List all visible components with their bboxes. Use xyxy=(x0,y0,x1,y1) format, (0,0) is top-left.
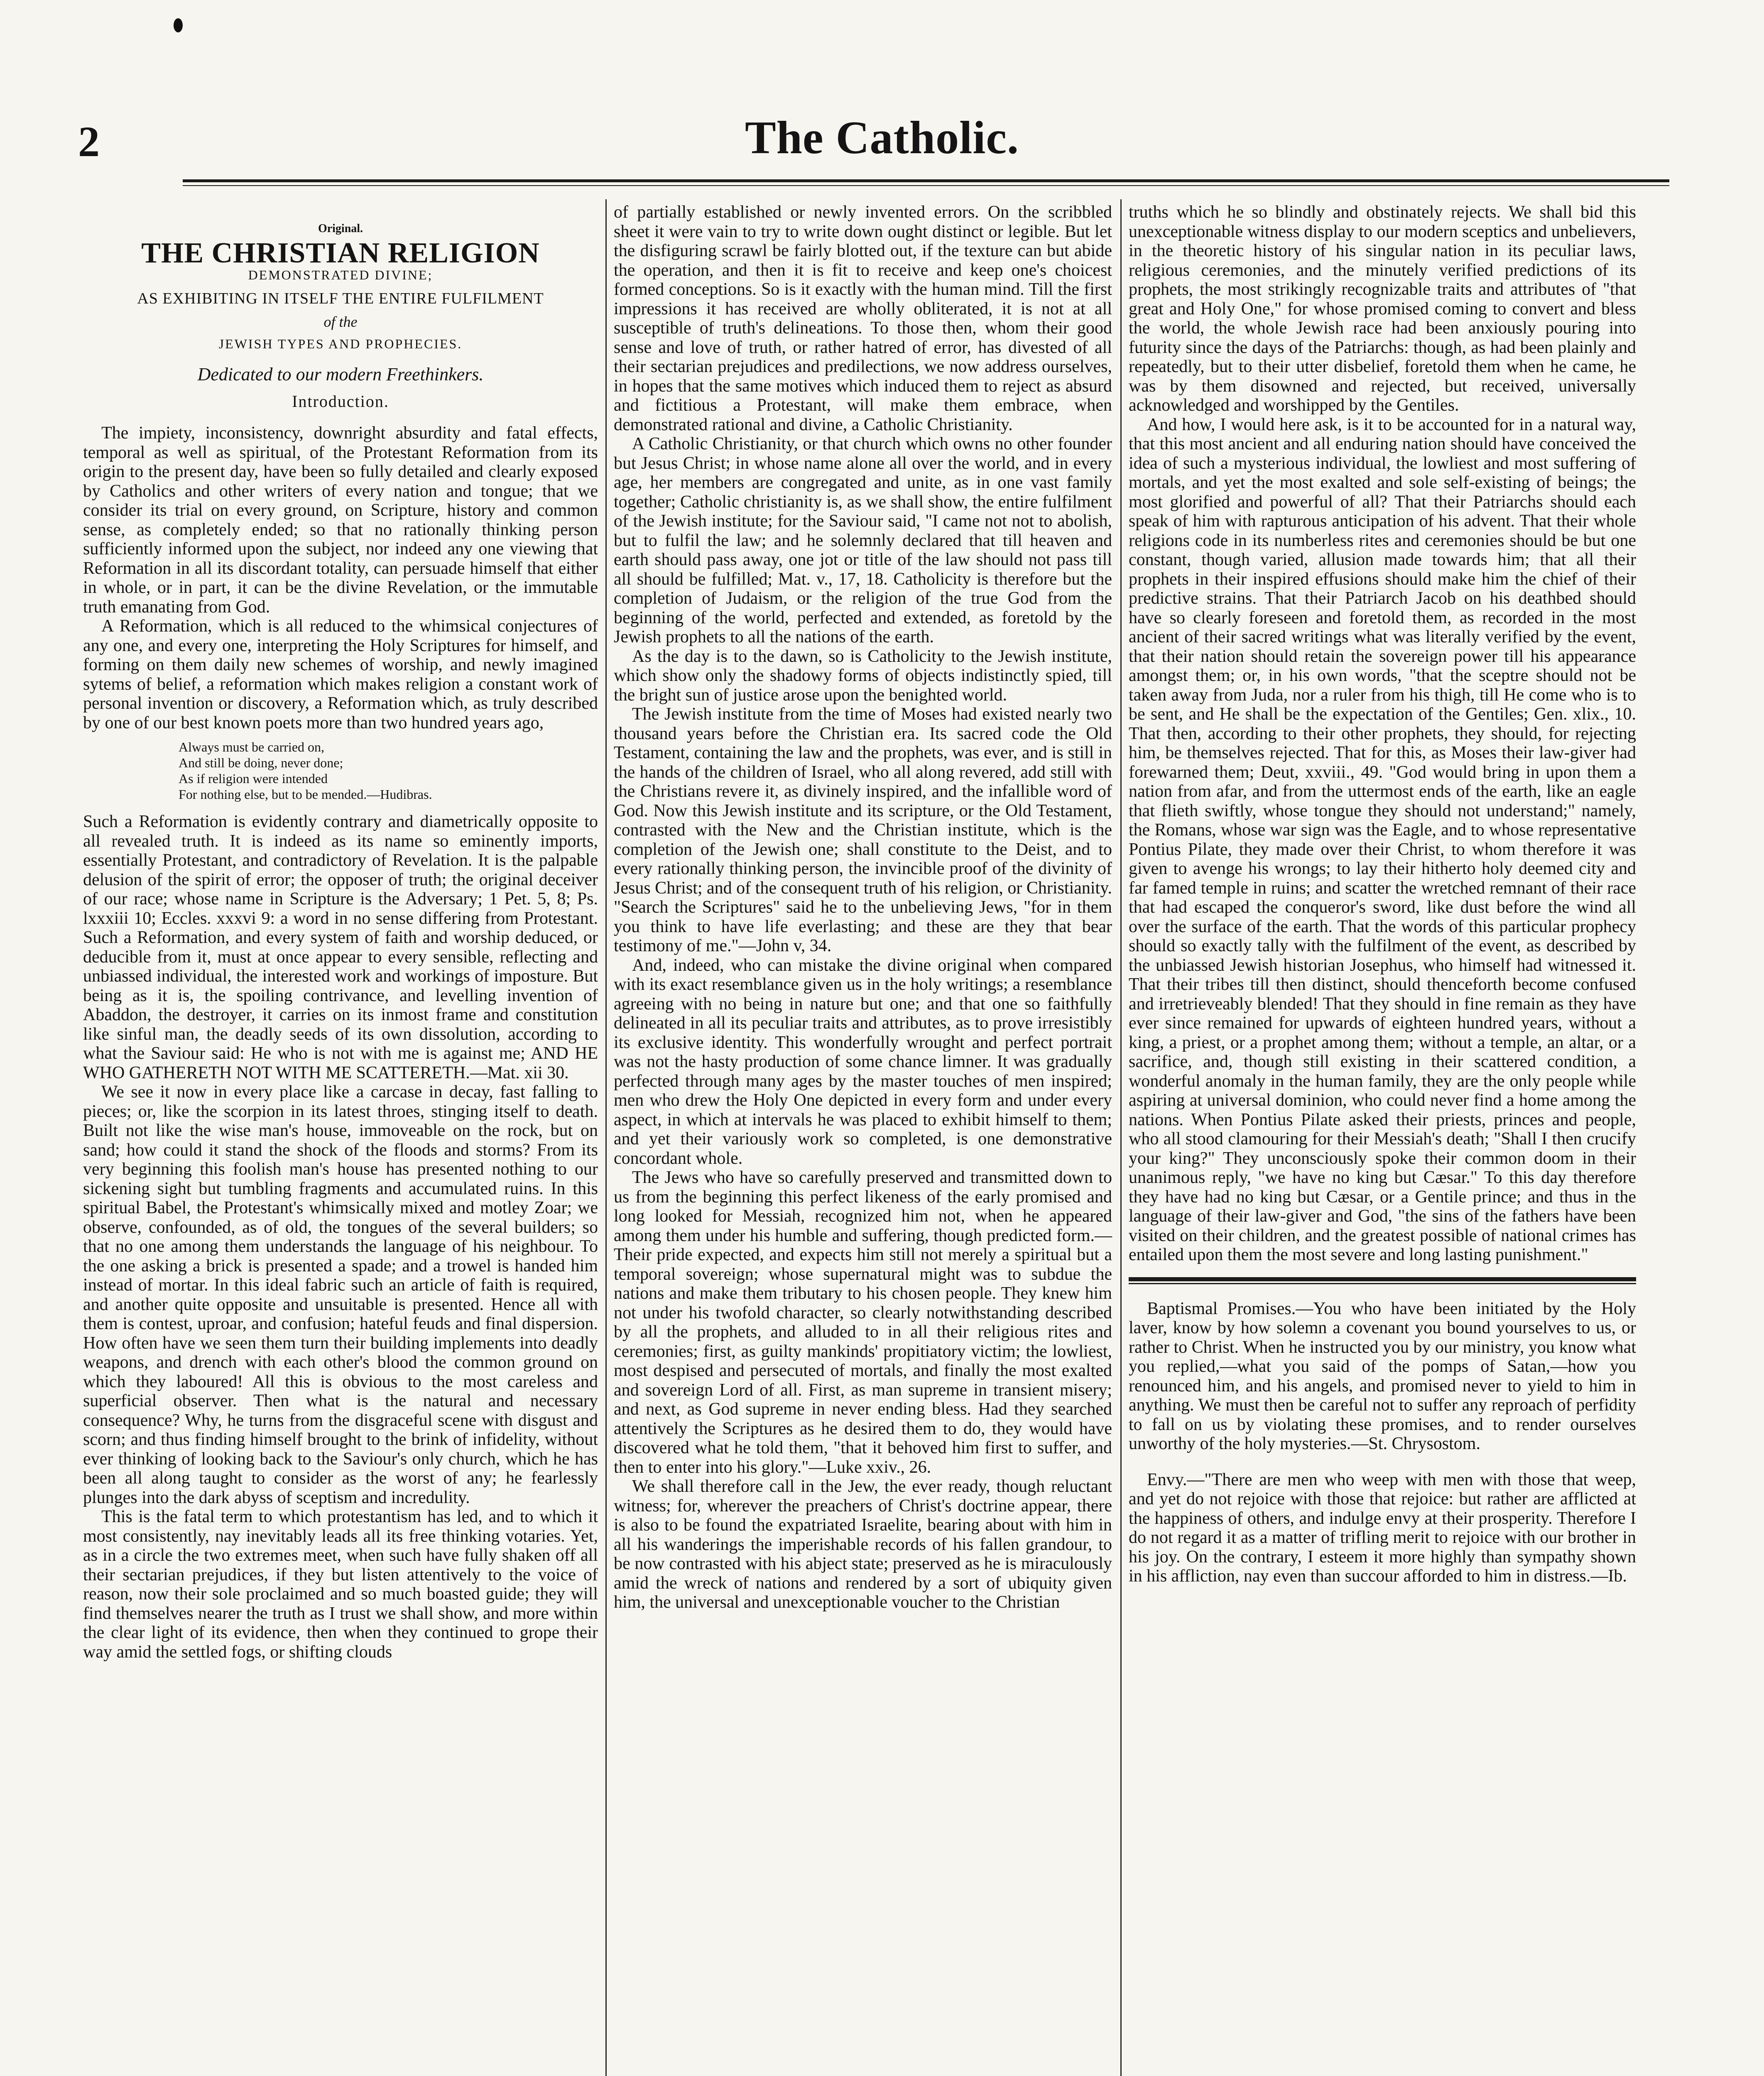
verse-line: Always must be carried on, xyxy=(179,739,325,754)
paragraph: As the day is to the dawn, so is Catholicity to the Jewish institute, which show only the shadowy forms of objects indistinctly spied, till the bright sun of justice arose upon the benighted world. xyxy=(614,646,1112,705)
paragraph: And how, I would here ask, is it to be accounted for in a natural way, that this most ancient and all enduring nation should have conceived the idea of such a mysterious individual, the lowliest and most suffering of mortals, and yet the most exalted and sole self-existing of beings; the most glorified and powerful of all? That their Patriarchs should each speak of him with rapturous anticipation of his advent. That their whole religions code in its numberless rites and ceremonies should be but one constant, though varied, allusion made towards him; that all their prophets in their inspired effusions should make him the chief of their predictive strains. That their Patriarch Jacob on his deathbed should have so clearly foreseen and foretold them, as recorded in the most ancient of their sacred writings what was literally verified by the event, that their nation should retain the sovereign power till his appearance amongst them; or, in his own words, "that the sceptre should not be taken away from Juda, nor a ruler from his thigh, till He come who is to be sent, and He shall be the expectation of the Gentiles; Gen. xlix., 10. That then, according to their other prophets, they should, for rejecting him, be themselves rejected. That for this, as Moses their law-giver had forewarned them; Deut, xxviii., 49. "God would bring in upon them a nation from afar, and from the uttermost ends of the earth, like an eagle that flieth swiftly, whose tongue they should not understand;" namely, the Romans, whose war sign was the Eagle, and to whose representative Pontius Pilate, they made over their Christ, to whom therefore it was given to avenge his wrongs; to lay their hitherto holy deemed city and far famed temple in ruins; and scatter the wretched remnant of their race that had escaped the conqueror's sword, like dust before the wind all over the surface of the earth. That the words of this particular prophecy should so exactly tally with the fulfilment of the event, as described by the unbiassed Jewish historian Josephus, who himself had witnessed it. That their tribes till then distinct, should thenceforth become confused and irretrieveably blended! That they should in fine remain as they have ever since remained for upwards of eighteen hundred years, without a king, a priest, or a prophet among them; without a temple, an altar, or a sacrifice, and, though still existing in their scattered condition, a wonderful anomaly in the human family, they are the only people while aspiring at universal dominion, who could never find a home among the nations. When Pontius Pilate asked their priests, princes and people, who all stood clamouring for their Messiah's death; "Shall I then crucify your king?" They unconsciously spoke their common doom in their unanimous reply, "we have no king but Cæsar." To this day therefore they have had no king but Cæsar, or a Gentile prince; and thus in the language of their law-giver and God, "the sins of the fathers have been visited on their children, and the greatest possible of national crimes has entailed upon them the most severe and long lasting punishment." xyxy=(1129,415,1636,1264)
paragraph: The Jews who have so carefully preserved and transmitted down to us from the beginning this perfect likeness of the early promised and long looked for Messiah, recognized him not, when he appeared among them under his humble and suffering, though predicted form.—Their pride expected, and expects him still not merely a spiritual but a temporal sovereign; whose supernatural might was to subdue the nations and make them tributary to his chosen people. They knew him not under his twofold character, so clearly notwithstanding described by all the prophets, and alluded to in all their religious rites and ceremonies; first, as guilty mankinds' propitiatory victim; the lowliest, most despised and persecuted of mortals, and finally the most exalted and sovereign Lord of all. First, as man supreme in transient misery; and next, as God supreme in never ending bless. Had they searched attentively the Scriptures as he desired them to do, they would have discovered what he told them, "that it behoved him first to suffer, and then to enter into his glory."—Luke xxiv., 26. xyxy=(614,1168,1112,1477)
verse-quote xyxy=(179,739,598,802)
note-baptismal-promises: Baptismal Promises.—You who have been initiated by the Holy laver, know by how solemn a covenant you bound yourselves to us, or rather to Christ. When he instructed you by our ministry, you know what you replied,—what you said of the pomps of Satan,—how you renounced him, and his angels, and promised never to yield to him in anything. We must then be careful not to suffer any reproach of perfidity to fall on us by violating these promises, and to render ourselves unworthy of the holy mysteries.—St. Chrysostom. xyxy=(1129,1299,1636,1453)
header-rule xyxy=(183,179,1669,182)
article-title: THE CHRISTIAN RELIGION xyxy=(141,237,540,269)
paragraph: Such a Reformation is evidently contrary and diametrically opposite to all revealed truth. It is indeed as its name so eminently imports, essentially Protestant, and contradictory of Revelation. It is the palpable delusion of the spirit of error; the opposer of truth; the original deceiver of our race; whose name in Scripture is the Adversary; 1 Pet. 5, 8; Ps. lxxxiii 10; Eccles. xxxvi 9: a word in no sense differing from Protestant. Such a Reformation, and every system of faith and worship deduced, or deducible from it, must at once appear to every sensible, reflecting and unbiassed individual, the interested work and workings of imposture. But being as it is, the spoiling contrivance, and levelling invention of Abaddon, the destroyer, it carries on its inmost frame and constitution like sinful man, the deadly seeds of its own dissolution, according to what the Saviour said: He who is not with me is against me; AND HE WHO GATHERETH NOT WITH ME SCATTERETH.—Mat. xii 30. xyxy=(83,812,598,1082)
section-separator-thin xyxy=(1129,1283,1636,1284)
article-subtitle-of-the: of the xyxy=(323,313,358,330)
paragraph: The impiety, inconsistency, downright absurdity and fatal effects, temporal as well as spiritual, of the Protestant Reformation from its origin to the present day, have been so fully detailed and clearly exposed by Catholics and other writers of every nation and tongue; that we consider its trial on every ground, on Scripture, history and common sense, as completely ended; so that no rationally thinking person sufficiently informed upon the subject, nor indeed any one viewing that Reformation in all its discordant totality, can persuade himself that either in whole, or in part, it can be the divine Revelation, or the immutable truth emanating from God. xyxy=(83,424,598,617)
note-envy: Envy.—"There are men who weep with men with those that weep, and yet do not rejoice with those that rejoice: but rather are afflicted at the happiness of others, and indulge envy at their prosperity. Therefore I do not regard it as a matter of trifling merit to rejoice with our brother in his joy. On the contrary, I esteem it more highly than sympathy shown in his affliction, nay even than succour afforded to him in distress.—Ib. xyxy=(1129,1470,1636,1586)
paragraph: And, indeed, who can mistake the divine original when compared with its exact resemblance given us in the holy writings; a resemblance agreeing with no being in nature but one; and that one so faithfully delineated in all its peculiar traits and attributes, as to prove irresistibly its exclusive identity. This wonderfully wrought and perfect portrait was not the hasty production of some chance limner. It was gradually perfected through many ages by the master touches of men inspired; men who drew the Holy One depicted in every form and under every aspect, in which at intervals he was placed to exhibit himself to them; and yet their variously work so completed, is one demonstrative concordant whole. xyxy=(614,955,1112,1168)
source-label: Original. xyxy=(318,222,363,235)
paragraph: The Jewish institute from the time of Moses had existed nearly two thousand years before the Christian era. Its sacred code the Old Testament, containing the law and the prophets, was ever, and is still in the hands of the children of Israel, who all along revered, add still with the Christians revere it, as divinely inspired, and the infallible word of God. Now this Jewish institute and its scripture, or the Old Testament, contrasted with the New and the Christian institute, which is the completion of the Jewish one; shall constitute to the Deist, and to every rationally thinking person, the invincible proof of the divinity of Jesus Christ; and of the consequent truth of his religion, or Christianity. "Search the Scriptures" said he to the unbelieving Jews, "for in them you think to have life everlasting; and these are they that bear testimony of me."—John v, 34. xyxy=(614,705,1112,955)
paragraph: truths which he so blindly and obstinately rejects. We shall bid this unexceptionable witness display to our modern sceptics and unbelievers, in the theoretic history of his singular nation in its peculiar laws, religious ceremonies, and the minutely verified predictions of its prophets, the most strikingly recognizable traits and attributes of "that great and Holy One," for whose promised coming to convert and bless the world, the whole Jewish race had been anxiously pouring into futurity since the days of the Patriarchs: though, as had been plainly and repeatedly, but to their utter disbelief, foretold them when he came, he was by them disowned and rejected, but received, universally acknowledged and worshipped by the Gentiles. xyxy=(1129,203,1636,415)
column-3 xyxy=(1129,203,1636,1586)
article-subtitle-demonstrated: DEMONSTRATED DIVINE; xyxy=(248,267,433,282)
column-1 xyxy=(83,203,598,1662)
paragraph: We shall therefore call in the Jew, the ever ready, though reluctant witness; for, wherever the preachers of Christ's doctrine appear, there is also to be found the expatriated Israelite, bearing about with him in all his wanderings the imperishable records of his fallen grandour, to be now contrasted with his abject state; preserved as he is miraculously amid the wreck of nations and rendered by a sort of ubiquity given him, the universal and unexceptionable voucher to the Christian xyxy=(614,1477,1112,1612)
section-separator xyxy=(1129,1277,1636,1281)
ink-mark xyxy=(174,18,183,32)
paragraph: A Catholic Christianity, or that church which owns no other founder but Jesus Christ; in whose name alone all over the world, and in every age, her members are congregated and unite, as in one vast family together; Catholic christianity is, as we shall show, the entire fulfilment of the Jewish institute; for the Saviour said, "I came not not to abolish, but to fulfil the law; and he solemnly declared that till heaven and earth should pass away, one jot or title of the law should not pass till all should be fulfilled; Mat. v., 17, 18. Catholicity is therefore but the completion of Judaism, or the religion of the true God from the beginning of the world, perfected and extended, as foretold by the Jewish prophets to all the nations of the earth. xyxy=(614,434,1112,646)
dedication: Dedicated to our modern Freethinkers. xyxy=(197,364,484,384)
article-subtitle-exhibiting: AS EXHIBITING IN ITSELF THE ENTIRE FULFILMENT xyxy=(137,289,544,307)
page-number: 2 xyxy=(78,118,100,166)
paragraph: A Reformation, which is all reduced to the whimsical conjectures of any one, and every one, interpreting the Holy Scriptures for himself, and forming on them daily new schemes of worship, and newly imagined sytems of belief, a reformation which makes religion a constant work of personal invention or discovery, a Reformation which, as truly described by one of our best known poets more than two hundred years ago, xyxy=(83,617,598,732)
paragraph: of partially established or newly invented errors. On the scribbled sheet it were vain to try to write down ought distinct or legible. But let the disfiguring scrawl be fairly blotted out, if the texture can but abide the operation, and then it is fit to receive and keep one's choicest formed conceptions. So is it exactly with the human mind. Till the first impressions it has received are wholly obliterated, it is not at all susceptible of truth's delineations. To those then, whom their good sense and love of truth, or rather hatred of error, has divested of all their sectarian prejudices and predilections, we now address ourselves, in hopes that the same motives which induced them to reject as absurd and fictitious a Protestant, will make them embrace, when demonstrated rational and divine, a Catholic Christianity. xyxy=(614,203,1112,434)
paragraph: This is the fatal term to which protestantism has led, and to which it most consistently, nay inevitably leads all its free thinking votaries. Yet, as in a circle the two extremes meet, when such have fully shaken off all their sectarian prejudices, if they but listen attentively to the voice of reason, now their sole proclaimed and so much boasted guide; they will find themselves nearer the truth as I trust we shall show, and more within the clear light of its evidence, then when they continued to grope their way amid the settled fogs, or shifting clouds xyxy=(83,1507,598,1662)
verse-line: As if religion were intended xyxy=(179,771,328,786)
verse-line: For nothing else, but to be mended.—Hudibras. xyxy=(179,787,432,802)
verse-line: And still be doing, never done; xyxy=(179,755,343,770)
header-rule-thin xyxy=(183,185,1669,186)
section-heading: Introduction. xyxy=(292,392,389,411)
paragraph: We see it now in every place like a carcase in decay, fast falling to pieces; or, like the scorpion in its latest throes, stinging itself to death. Built not like the wise man's house, immoveable on the rock, but on sand; how could it stand the shock of the floods and storms? From its very beginning this foolish man's house has presented nothing to our sickening sight but tumbling fragments and accumulated ruins. In this spiritual Babel, the Protestant's whimsically mixed and motley Zoar; we observe, confounded, as of old, the tongues of the several builders; so that no one among them understands the language of his neighbour. To the one asking a brick is presented a spade; and a trowel is handed him instead of mortar. In this ideal fabric such an article of faith is required, and another quite opposite and unsuitable is presented. Hence all with them is contest, uproar, and confusion; hateful feuds and final dispersion. How often have we seen them turn their building implements into deadly weapons, and drench with each other's blood the common ground on which they laboured! All this is obvious to the most careless and superficial observer. Then what is the natural and necessary consequence? Why, he turns from the disgraceful scene with disgust and scorn; and thus finding himself brought to the brink of infidelity, without ever thinking of looking back to the Saviour's only church, which he has been all along taught to consider as the worst of any; he fearlessly plunges into the dark abyss of sceptism and incredulity. xyxy=(83,1082,598,1507)
column-rule xyxy=(1120,199,1122,2076)
column-2 xyxy=(614,203,1112,1612)
column-rule xyxy=(605,199,607,2076)
article-subtitle-types: JEWISH TYPES AND PROPHECIES. xyxy=(218,336,463,351)
masthead: The Catholic. xyxy=(745,112,1019,164)
